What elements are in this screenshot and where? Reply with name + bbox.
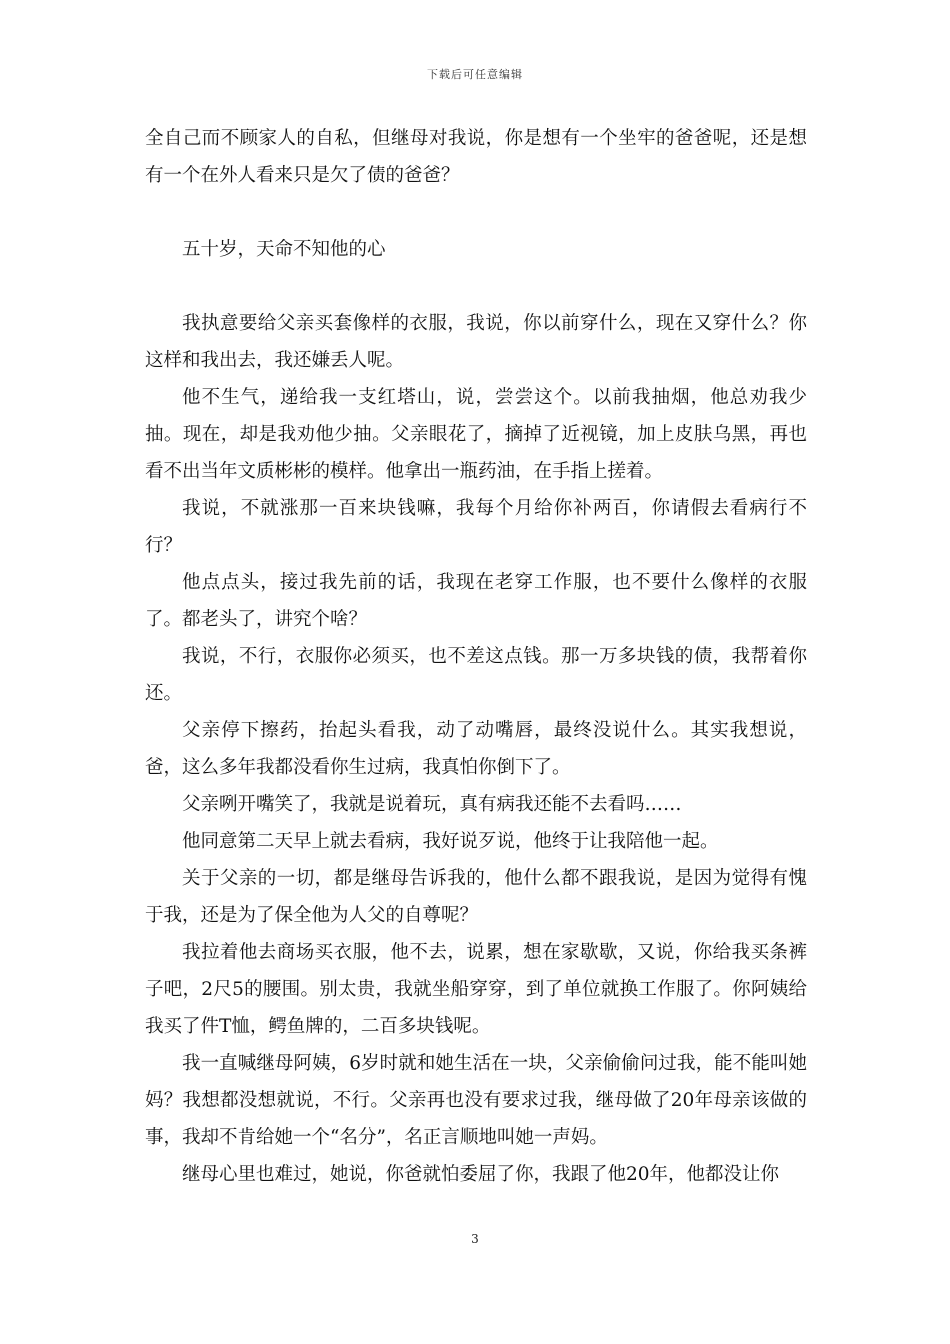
paragraph: 我一直喊继母阿姨，6岁时就和她生活在一块，父亲偷偷问过我，能不能叫她妈？我想都没想就说，不行。父亲再也没有要求过我，继母做了20年母亲该做的事，我却不肯给她一个“名分”，名正言顺地叫她一声妈。 bbox=[145, 1053, 807, 1148]
paragraph: 他点点头，接过我先前的话，我现在老穿工作服，也不要什么像样的衣服了。都老头了，讲究个啥？ bbox=[145, 572, 807, 630]
paragraph-gap bbox=[145, 194, 807, 231]
paragraph: 父亲停下擦药，抬起头看我，动了动嘴唇，最终没说什么。其实我想说，爸，这么多年我都没看你生过病，我真怕你倒下了。 bbox=[145, 720, 807, 778]
section-heading: 五十岁，天命不知他的心 bbox=[182, 239, 386, 260]
paragraph: 我说，不行，衣服你必须买，也不差这点钱。那一万多块钱的债，我帮着你还。 bbox=[145, 646, 807, 704]
paragraph: 他同意第二天早上就去看病，我好说歹说，他终于让我陪他一起。 bbox=[182, 831, 719, 852]
document-body bbox=[145, 120, 807, 1193]
page-header: 下载后可任意编辑 bbox=[427, 68, 523, 81]
paragraph-continued: 全自己而不顾家人的自私，但继母对我说，你是想有一个坐牢的爸爸呢，还是想有一个在外人看来只是欠了债的爸爸？ bbox=[145, 128, 807, 186]
paragraph-gap bbox=[145, 268, 807, 305]
paragraph: 父亲咧开嘴笑了，我就是说着玩，真有病我还能不去看吗…… bbox=[182, 794, 682, 815]
paragraph: 我说，不就涨那一百来块钱嘛，我每个月给你补两百，你请假去看病行不行？ bbox=[145, 498, 807, 556]
page-number: 3 bbox=[471, 1232, 479, 1246]
paragraph: 关于父亲的一切，都是继母告诉我的，他什么都不跟我说，是因为觉得有愧于我，还是为了保全他为人父的自尊呢？ bbox=[145, 868, 807, 926]
paragraph: 我拉着他去商场买衣服，他不去，说累，想在家歇歇，又说，你给我买条裤子吧，2尺5的腰围。别太贵，我就坐船穿穿，到了单位就换工作服了。你阿姨给我买了件T恤，鳄鱼牌的，二百多块钱呢。 bbox=[145, 942, 807, 1037]
paragraph: 我执意要给父亲买套像样的衣服，我说，你以前穿什么，现在又穿什么？你这样和我出去，我还嫌丢人呢。 bbox=[145, 313, 807, 371]
paragraph: 他不生气，递给我一支红塔山，说，尝尝这个。以前我抽烟，他总劝我少抽。现在，却是我劝他少抽。父亲眼花了，摘掉了近视镜，加上皮肤乌黑，再也看不出当年文质彬彬的模样。他拿出一瓶药油，在手指上搓着。 bbox=[145, 387, 807, 482]
paragraph: 继母心里也难过，她说，你爸就怕委屈了你，我跟了他20年，他都没让你 bbox=[182, 1164, 780, 1185]
